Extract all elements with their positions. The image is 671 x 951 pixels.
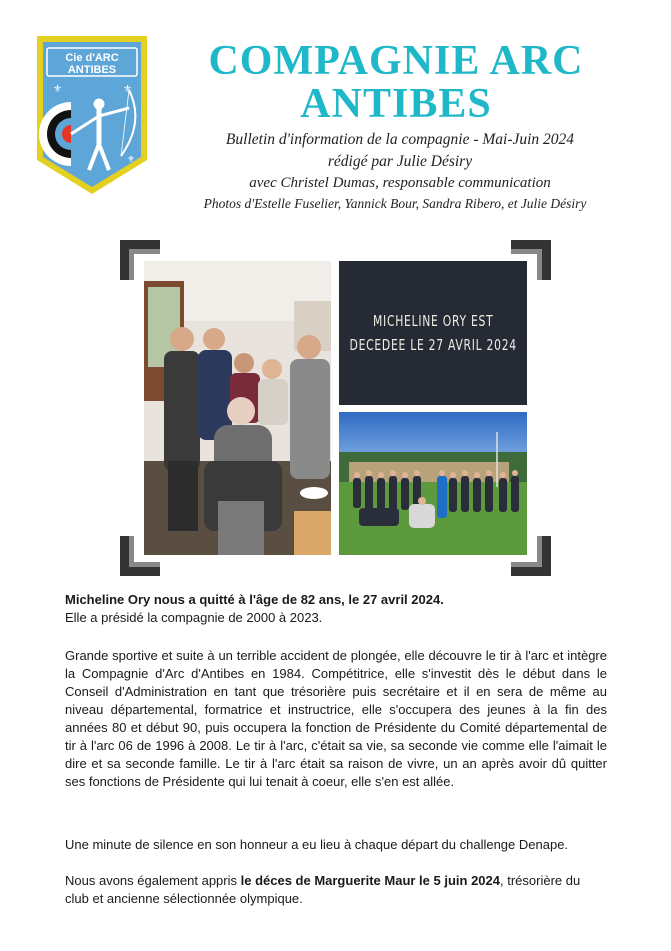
- page-title: [180, 40, 612, 126]
- presidency-line: Elle a présidé la compagnie de 2000 à 2023.: [65, 610, 323, 625]
- collaborator-line: avec Christel Dumas, responsable communication: [249, 175, 551, 191]
- outdoor-group-photo: [339, 412, 527, 555]
- svg-text:⚜: ⚜: [127, 154, 136, 164]
- photo-credits: Photos d'Estelle Fuselier, Yannick Bour, Sandra Ribero, et Julie Désiry: [203, 196, 587, 211]
- last-post: , trésorière du club et ancienne sélectionnée olympique.: [65, 873, 581, 906]
- logo-line1: Cie d'ARC: [65, 52, 119, 64]
- headline: Micheline Ory nous a quitté à l'âge de 82 ans, le 27 avril 2024.: [65, 592, 444, 607]
- bulletin-subtitle: Bulletin d'information de la compagnie - Mai-Juin 2024: [225, 131, 575, 148]
- banner-line1: MICHELINE ORY EST: [372, 312, 494, 330]
- title-line2: ANTIBES: [300, 81, 492, 127]
- author-line: rédigé par Julie Désiry: [327, 153, 473, 170]
- memorial-banner: [339, 261, 527, 405]
- photo-collage: [120, 240, 551, 576]
- svg-text:⚜: ⚜: [53, 84, 62, 95]
- group-photo: [144, 261, 331, 555]
- second-death-paragraph: [65, 872, 607, 908]
- last-bold: le déces de Marguerite Maur le 5 juin 2024: [240, 873, 500, 888]
- banner-line2: DECEDEE LE 27 AVRIL 2024: [349, 336, 517, 354]
- biography-paragraph: Grande sportive et suite à un terrible accident de plongée, elle découvre le tir à l'arc et intègre la Compagnie d'Arc d'Antibes en 1984. Compétitrice, elle s'investit dès le début dans le Conseil d'Administration en tant que trésorière puis secrétaire et il en sera de même au niveau départemental, formatrice et instructrice, elle s'occupera des jeunes à la fin des années 80 et début 90, puis occupera la fonction de Présidente du Comité départemental de tir à l'arc 06 de 1996 à 2008. Le tir à l'arc, c'était sa vie, sa seconde vie comme elle l'aimait le dire et sa seconde famille. Le tir à l'arc était sa raison de vivre, un an après avoir dû quitter ses fonctions de Présidente qui lui tenait à coeur, elle s'en est allée.: [65, 648, 607, 789]
- club-logo: [33, 32, 151, 198]
- logo-line2: ANTIBES: [67, 64, 117, 76]
- svg-text:⚜: ⚜: [123, 84, 132, 95]
- title-line1: COMPAGNIE ARC: [208, 38, 584, 84]
- minute-silence-line: Une minute de silence en son honneur a eu lieu à chaque départ du challenge Denape.: [65, 837, 569, 852]
- last-pre: Nous avons également appris: [65, 873, 241, 888]
